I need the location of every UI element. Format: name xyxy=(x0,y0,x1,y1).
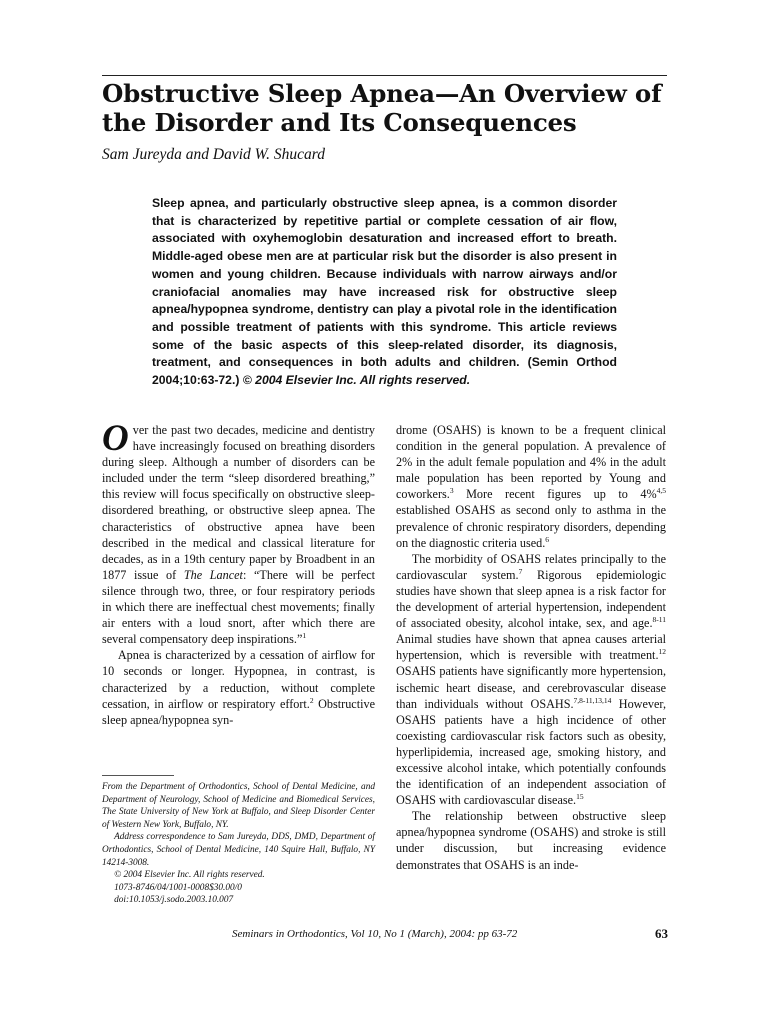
article-authors: Sam Jureyda and David W. Shucard xyxy=(102,146,325,163)
reference-mark: 6 xyxy=(545,534,549,544)
footnote-correspondence: Address correspondence to Sam Jureyda, DDS, DMD, Department of Orthodontics, School of Dental Medicine, 140 Squire Hall, Buffalo, NY 14214-3008. xyxy=(102,832,375,868)
abstract-text: Sleep apnea, and particularly obstructive sleep apnea, is a common disorder that is characterized by repetitive partial or complete cessation of air flow, associated with oxyhemoglobin desaturation and increased effort to breath. Middle-aged obese men are at particular risk but the disorder is also present in women and young children. Because individuals with narrow airways and/or craniofacial anomalies may have increased risk for obstructive sleep apnea/hypopnea syndrome, dentistry can play a pivotal role in the identification and possible treatment of patients with this syndrome. This article reviews some of the basic aspects of this sleep-related disorder, its diagnosis, treatment, and consequences in both adults and children. (Semin Orthod 2004;10:63-72.) xyxy=(152,196,617,388)
body-column-right xyxy=(396,422,666,873)
reference-mark: 3 xyxy=(449,486,454,496)
journal-citation: The Lancet xyxy=(183,567,243,582)
journal-footer: Seminars in Orthodontics, Vol 10, No 1 (March), 2004: pp 63-72 xyxy=(232,928,518,940)
body-paragraph: The morbidity of OSAHS relates principally to the cardiovascular system.$^7$ Rigorous epidemiologic studies have shown that sleep apnea is a risk factor for the development of arterial hypertension, independent of associated obesity, alcohol intake, sex, and age.$^{8-11}$ Animal studies have shown that apnea causes arterial hypertension, which is reversible with treatment.$^{12}$ OSAHS patients have significantly more hypertension, ischemic heart disease, and cerebrovascular disease than individuals without OSAHS.$^{7,8-11,13,14}$ However, OSAHS patients have a high incidence of other coexisting cardiovascular risk factors such as obesity, hyperlipidemia, increased age, smoking history, and excessive alcohol intake, which potentially confounds the identification of an independent association of OSAHS with cardiovascular disease.$^{15}$ xyxy=(396,551,666,808)
reference-mark: 2 xyxy=(309,695,314,705)
body-paragraph: Over the past two decades, medicine and dentistry have increasingly focused on breathing disorders during sleep. Although a number of disorders can be included under the term “sleep disordered breathing,” this review will focus specifically on obstructive sleep-disordered breathing, or obstructive sleep apnea. The characteristics of obstructive apnea have been described in the medical and classical literature for decades, as in a 19th century paper by Broadbent in an 1877 issue of The Lancet: “There will be perfect silence through two, three, or four respiratory periods in which there are ineffectual chest movements; finally air enters with a loud snort, after which there are several compensatory deep inspirations.”$^1$ xyxy=(102,418,376,647)
reference-mark: 7 xyxy=(518,566,523,576)
reference-mark: 12 xyxy=(658,647,666,657)
body-paragraph: Apnea is characterized by a cessation of airflow for 10 seconds or longer. Hypopnea, in contrast, is characterized by a reduction, without complete cessation, in airflow or respiratory effort.$^2$ Obstructive sleep apnea/hypopnea syn- xyxy=(102,648,375,727)
article-title: Obstructive Sleep Apnea—An Overview of the Disorder and Its Consequences xyxy=(102,79,662,137)
footnote-rule xyxy=(102,775,174,776)
body-paragraph: The relationship between obstructive sleep apnea/hypopnea syndrome (OSAHS) and stroke is still under discussion, but increasing evidence demonstrates that OSAHS is an inde- xyxy=(396,809,666,872)
reference-mark: 8-11 xyxy=(652,615,666,625)
footnote-affiliation: From the Department of Orthodontics, School of Dental Medicine, and Department of Neurology, School of Medicine and Biomedical Services, The State University of New York at Buffalo, and Sleep Disorder Center of Western New York, Buffalo, NY. xyxy=(102,782,375,830)
footnote-issn: 1073-8746/04/1001-0008$30.00/0 xyxy=(114,882,242,893)
footnote xyxy=(102,781,375,907)
reference-mark: 1 xyxy=(302,631,307,641)
reference-mark: 15 xyxy=(576,792,584,802)
footnote-copyright: © 2004 Elsevier Inc. All rights reserved. xyxy=(114,870,265,881)
body-column-left xyxy=(102,418,376,728)
reference-mark: 7,8-11,13,14 xyxy=(573,695,612,705)
abstract-copyright: © 2004 Elsevier Inc. All rights reserved. xyxy=(242,373,471,388)
footnote-doi: doi:10.1053/j.sodo.2003.10.007 xyxy=(114,895,234,906)
reference-mark: 4,5 xyxy=(656,486,666,496)
drop-cap: O xyxy=(102,418,129,459)
abstract xyxy=(152,195,617,390)
page-number: 63 xyxy=(655,926,668,941)
body-paragraph: drome (OSAHS) is known to be a frequent clinical condition in the general population. A prevalence of 2% in the adult female population and 4% in the adult male population has been reported by Young and coworkers.$^3$ More recent figures up to 4%$^{4,5}$ established OSAHS as second only to asthma in the prevalence of chronic respiratory disorders, depending on the diagnostic criteria used.$^6$ xyxy=(396,423,666,550)
top-rule xyxy=(102,75,667,76)
